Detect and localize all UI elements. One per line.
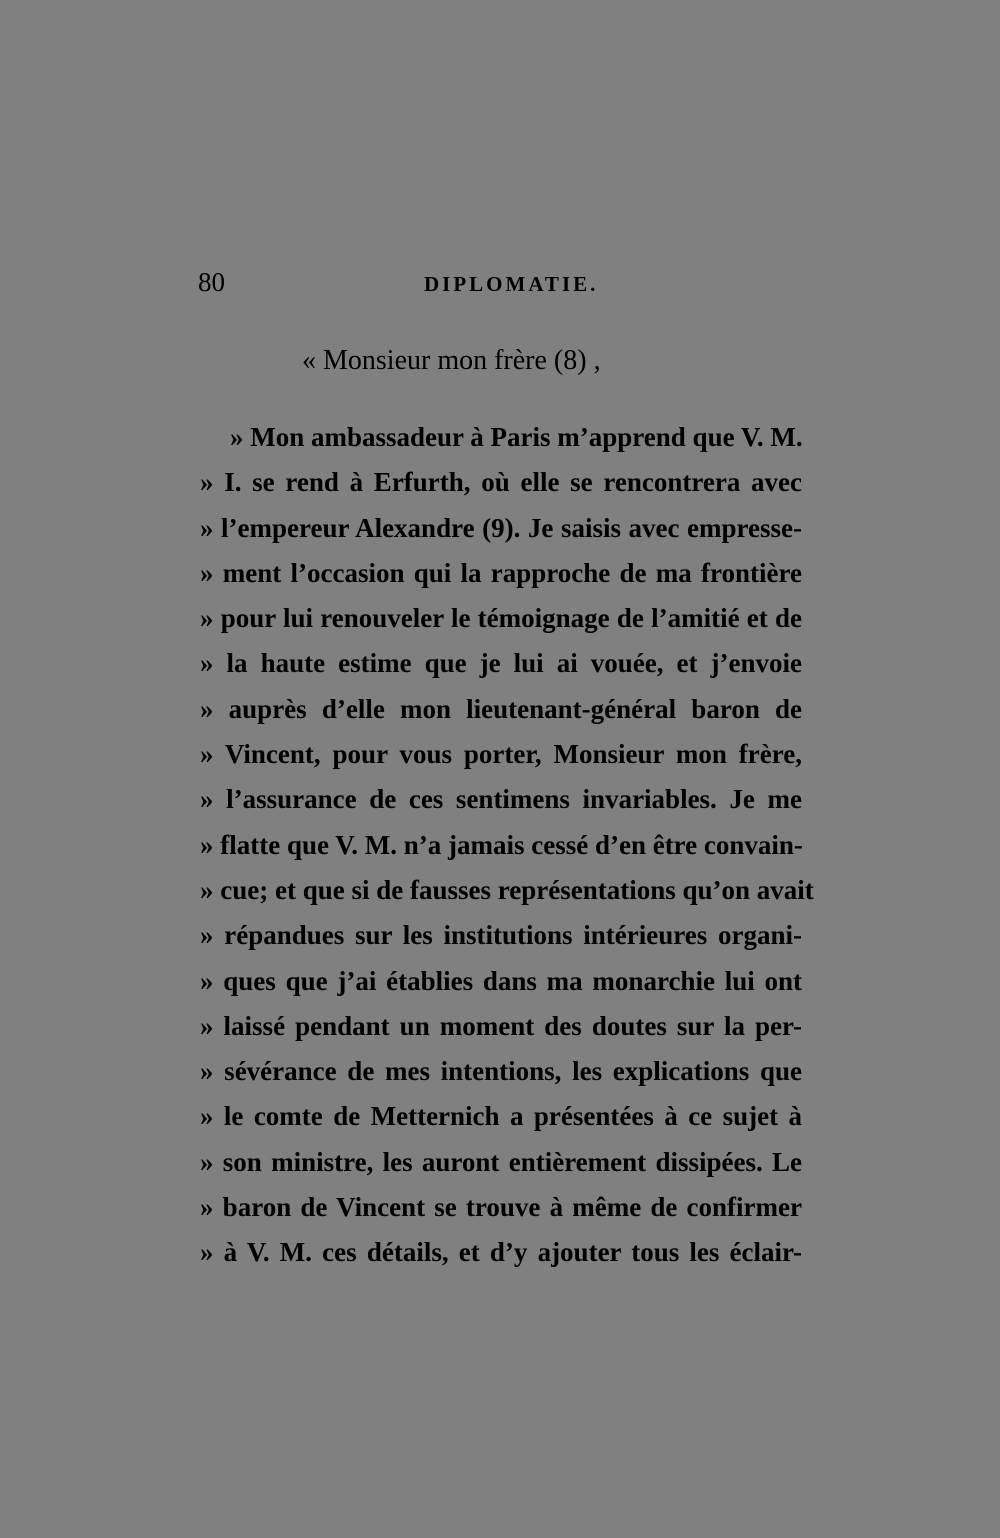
text-line: » l’empereur Alexandre (9). Je saisis avec empresse- bbox=[200, 512, 802, 543]
running-head bbox=[198, 262, 599, 302]
letter-salutation: « Monsieur mon frère (8) , bbox=[302, 345, 601, 376]
text-line: » sévérance de mes intentions, les explications que bbox=[200, 1056, 802, 1087]
letter-body bbox=[200, 415, 814, 1276]
text-line: » le comte de Metternich a présentées à ce sujet à bbox=[200, 1101, 802, 1132]
text-line: » baron de Vincent se trouve à même de confirmer bbox=[200, 1192, 802, 1223]
text-line: » flatte que V. M. n’a jamais cessé d’en être convain- bbox=[200, 829, 803, 860]
text-line: » à V. M. ces détails, et d’y ajouter tous les éclair- bbox=[200, 1237, 802, 1268]
running-title: DIPLOMATIE. bbox=[424, 272, 599, 296]
text-line: » ques que j’ai établies dans ma monarchie lui ont bbox=[200, 965, 802, 996]
text-line: » ment l’occasion qui la rapproche de ma frontière bbox=[200, 557, 802, 588]
text-line: » pour lui renouveler le témoignage de l’amitié et de bbox=[200, 603, 802, 634]
text-line: » la haute estime que je lui ai vouée, et j’envoie bbox=[200, 648, 802, 679]
text-line: » l’assurance de ces sentimens invariables. Je me bbox=[200, 784, 802, 815]
text-line: » I. se rend à Erfurth, où elle se rencontrera avec bbox=[200, 467, 802, 498]
text-line: » auprès d’elle mon lieutenant-général baron de bbox=[200, 693, 802, 724]
text-line: » répandues sur les institutions intérieures organi- bbox=[200, 920, 802, 951]
text-line: » cue; et que si de fausses représentations qu’on avait bbox=[200, 874, 814, 905]
text-line: » laissé pendant un moment des doutes sur la per- bbox=[200, 1010, 802, 1041]
text-line: » son ministre, les auront entièrement dissipées. Le bbox=[200, 1146, 802, 1177]
text-line: » Vincent, pour vous porter, Monsieur mon frère, bbox=[200, 739, 802, 770]
text-line: » Mon ambassadeur à Paris m’apprend que V. M. bbox=[230, 422, 803, 452]
page-number: 80 bbox=[198, 267, 225, 297]
